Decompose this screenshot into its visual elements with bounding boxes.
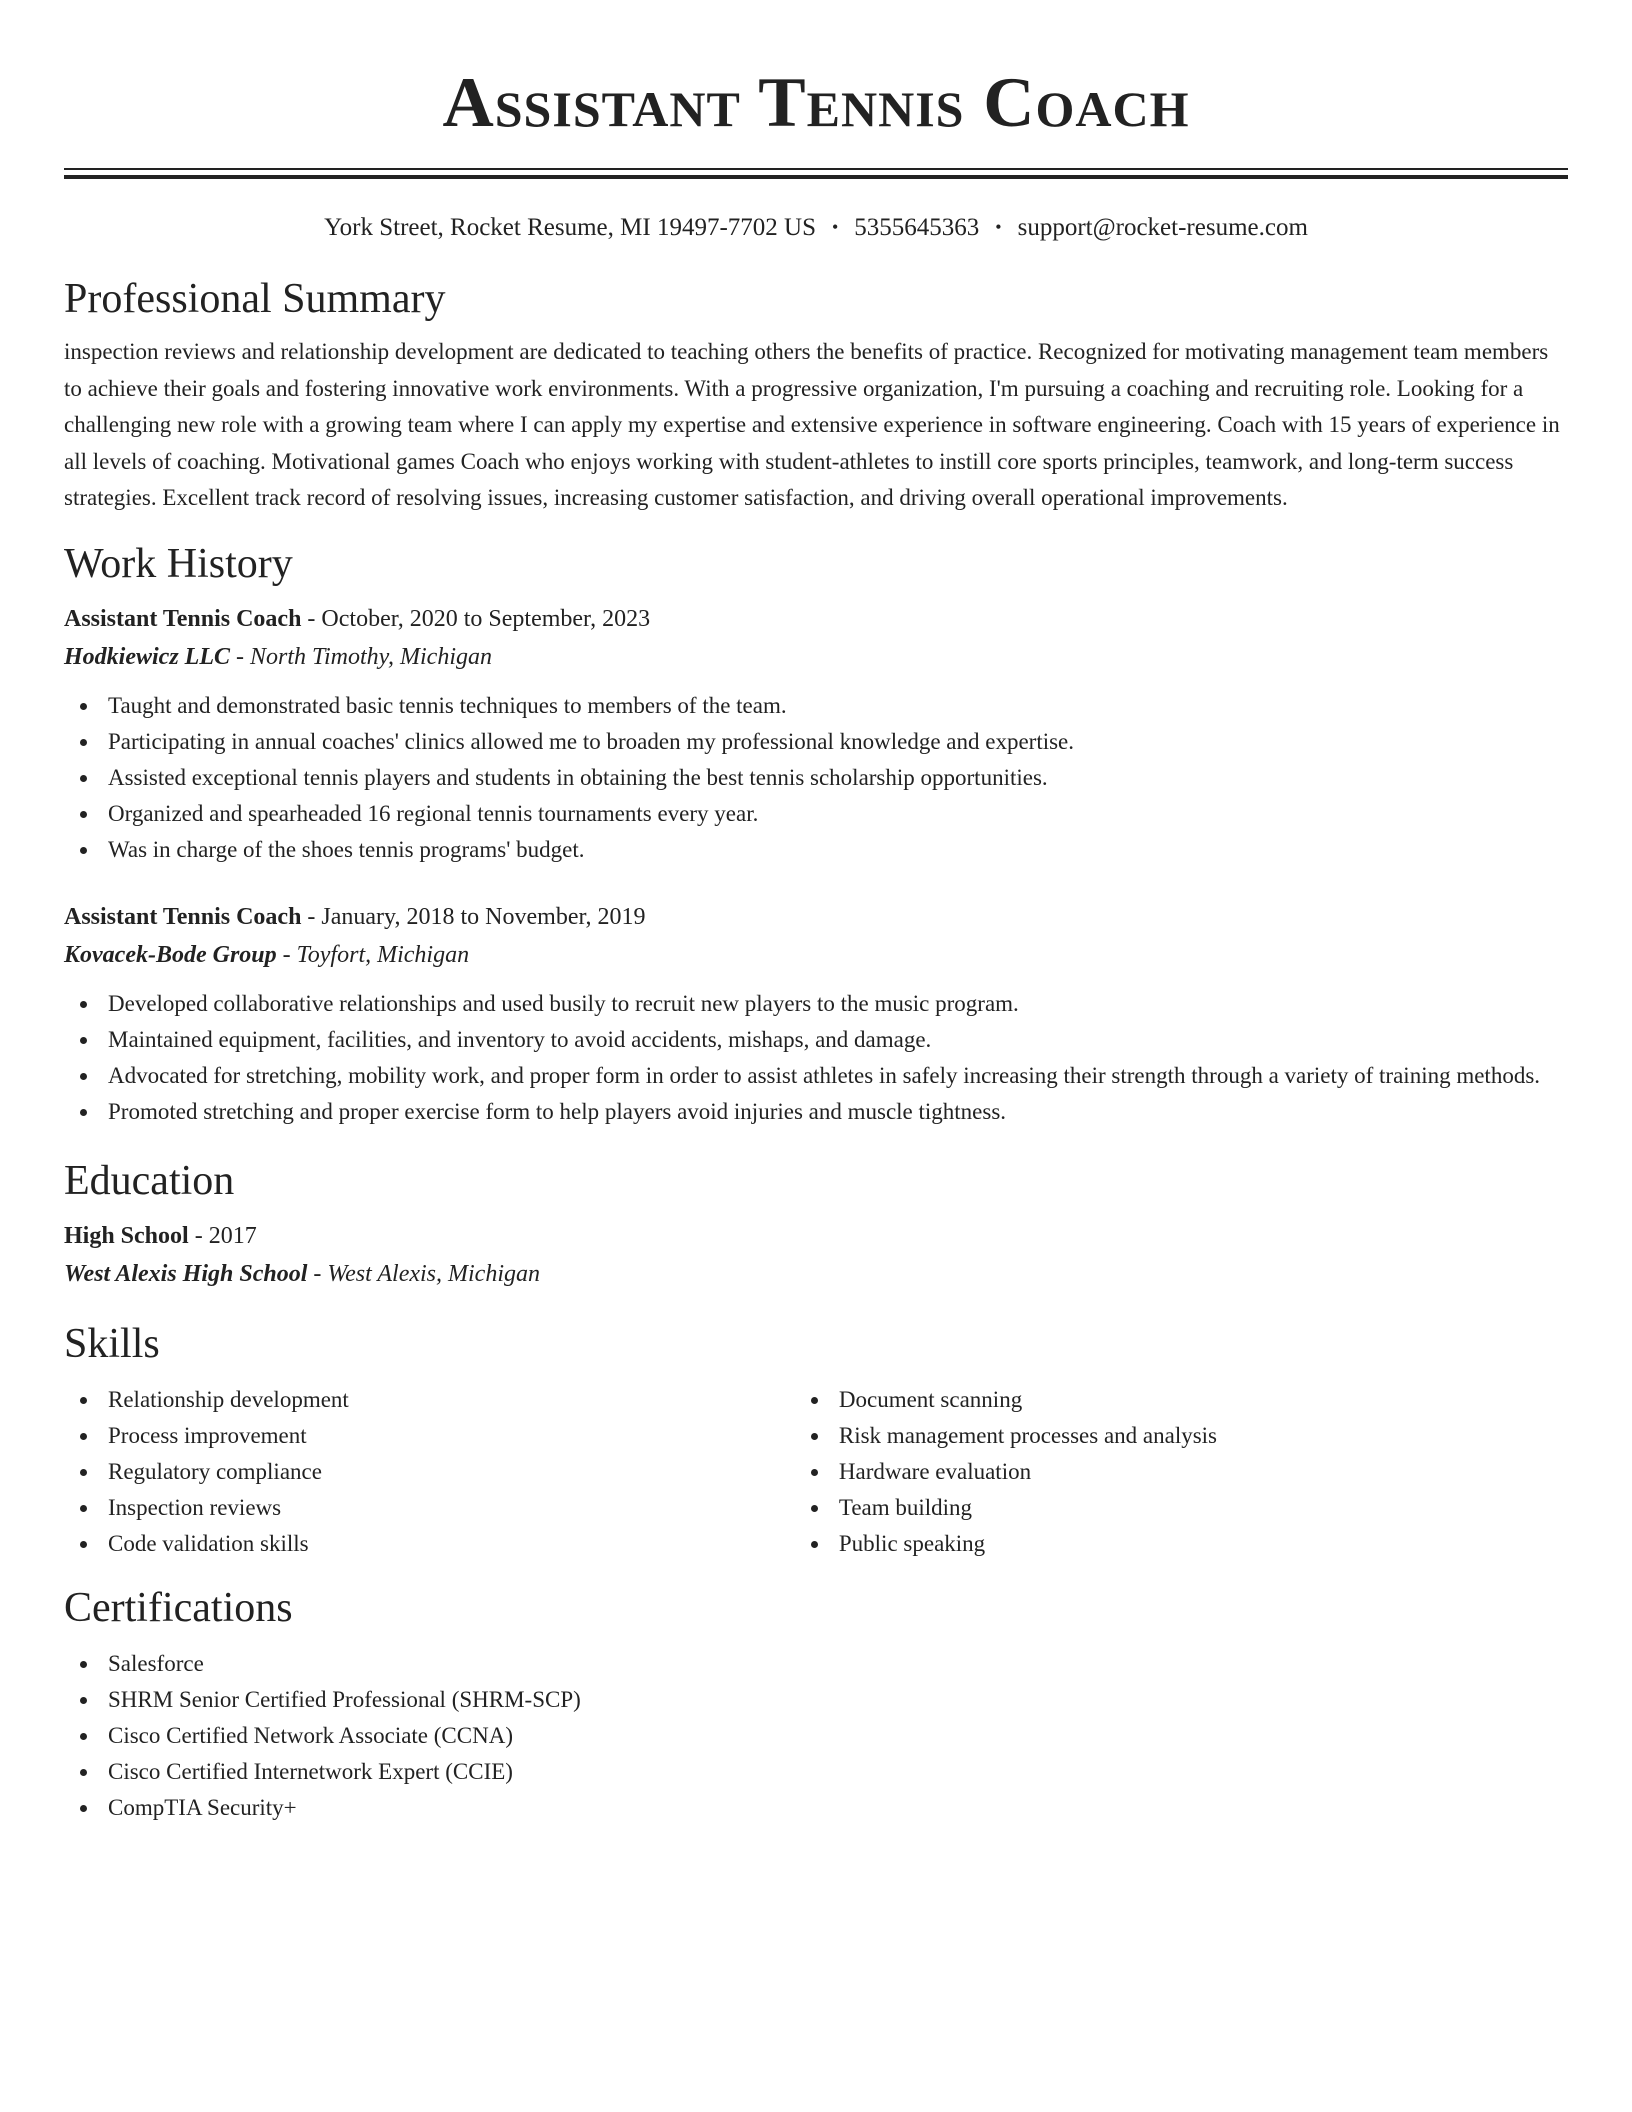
section-heading-work-history: Work History	[64, 540, 293, 587]
job-employer	[64, 638, 1568, 676]
skills-list-left	[64, 1382, 795, 1562]
list-item: Hardware evaluation	[839, 1454, 1568, 1490]
education-year: - 2017	[188, 1222, 257, 1249]
job-entry	[64, 898, 1568, 1130]
certifications-list	[64, 1646, 1568, 1826]
header-divider-thin	[64, 168, 1568, 170]
contact-line	[64, 212, 1568, 243]
list-item: Salesforce	[108, 1646, 1568, 1682]
contact-phone: 5355645363	[854, 214, 980, 241]
section-heading-education: Education	[64, 1157, 235, 1204]
list-item: SHRM Senior Certified Professional (SHRM-SCP)	[108, 1682, 1568, 1718]
job-company: Hodkiewicz LLC	[64, 643, 230, 670]
list-item: Developed collaborative relationships and used busily to recruit new players to the music program.	[108, 986, 1568, 1022]
section-heading-summary: Professional Summary	[64, 276, 446, 322]
work-history-section	[64, 538, 1568, 1130]
job-bullets	[64, 688, 1568, 868]
header-divider-thick	[64, 175, 1568, 179]
skills-section	[64, 1318, 1568, 1562]
job-title: Assistant Tennis Coach	[64, 903, 302, 930]
resume-title: Assistant Tennis Coach	[442, 64, 1190, 142]
list-item: Organized and spearheaded 16 regional tennis tournaments every year.	[108, 796, 1568, 832]
education-location: - West Alexis, Michigan	[307, 1260, 541, 1287]
job-title: Assistant Tennis Coach	[64, 605, 302, 632]
education-heading	[64, 1217, 1568, 1255]
section-heading-certifications: Certifications	[64, 1584, 293, 1631]
list-item: Risk management processes and analysis	[839, 1418, 1568, 1454]
list-item: Public speaking	[839, 1526, 1568, 1562]
resume-page	[64, 0, 1568, 1826]
job-dates: - January, 2018 to November, 2019	[301, 903, 646, 930]
list-item: Regulatory compliance	[108, 1454, 795, 1490]
job-location: - Toyfort, Michigan	[276, 941, 470, 968]
skills-columns	[64, 1382, 1568, 1562]
section-heading-skills: Skills	[64, 1320, 160, 1367]
list-item: Cisco Certified Internetwork Expert (CCIE)	[108, 1754, 1568, 1790]
job-heading	[64, 600, 1568, 638]
list-item: Assisted exceptional tennis players and students in obtaining the best tennis scholarship opportunities.	[108, 760, 1568, 796]
job-bullets	[64, 986, 1568, 1130]
education-entry	[64, 1217, 1568, 1293]
list-item: Team building	[839, 1490, 1568, 1526]
summary-section	[64, 273, 1568, 517]
skills-list-right	[795, 1382, 1568, 1562]
list-item: Relationship development	[108, 1382, 795, 1418]
list-item: Document scanning	[839, 1382, 1568, 1418]
education-section	[64, 1155, 1568, 1293]
job-heading	[64, 898, 1568, 936]
contact-email: support@rocket-resume.com	[1017, 214, 1308, 241]
list-item: Cisco Certified Network Associate (CCNA)	[108, 1718, 1568, 1754]
job-company: Kovacek-Bode Group	[64, 941, 277, 968]
contact-separator: •	[995, 217, 1002, 237]
list-item: Inspection reviews	[108, 1490, 795, 1526]
education-degree: High School	[64, 1222, 189, 1249]
job-location: - North Timothy, Michigan	[229, 643, 492, 670]
job-employer	[64, 936, 1568, 974]
contact-address: York Street, Rocket Resume, MI 19497-7702 US	[324, 214, 816, 241]
list-item: Participating in annual coaches' clinics allowed me to broaden my professional knowledge and expertise.	[108, 724, 1568, 760]
job-entry	[64, 600, 1568, 868]
certifications-section	[64, 1582, 1568, 1826]
list-item: Advocated for stretching, mobility work, and proper form in order to assist athletes in safely increasing their strength through a variety of training methods.	[108, 1058, 1568, 1094]
contact-separator: •	[831, 217, 839, 237]
job-dates: - October, 2020 to September, 2023	[301, 605, 651, 632]
list-item: Code validation skills	[108, 1526, 795, 1562]
list-item: CompTIA Security+	[108, 1790, 1568, 1826]
education-school: West Alexis High School	[64, 1260, 308, 1287]
list-item: Was in charge of the shoes tennis programs' budget.	[108, 832, 1568, 868]
summary-text: inspection reviews and relationship development are dedicated to teaching others the benefits of practice. Recognized for motivating management team members to achieve their goals and fostering innovative work environments. With a progressive organization, I'm pursuing a coaching and recruiting role. Looking for a challenging new role with a growing team where I can apply my expertise and extensive experience in software engineering. Coach with 15 years of experience in all levels of coaching. Motivational games Coach who enjoys working with student-athletes to instill core sports principles, teamwork, and long-term success strategies. Excellent track record of resolving issues, increasing customer satisfaction, and driving overall operational improvements.	[64, 339, 1560, 510]
list-item: Process improvement	[108, 1418, 795, 1454]
list-item: Taught and demonstrated basic tennis techniques to members of the team.	[108, 688, 1568, 724]
education-school-line	[64, 1255, 1568, 1293]
list-item: Promoted stretching and proper exercise form to help players avoid injuries and muscle tightness.	[108, 1094, 1568, 1130]
list-item: Maintained equipment, facilities, and inventory to avoid accidents, mishaps, and damage.	[108, 1022, 1568, 1058]
